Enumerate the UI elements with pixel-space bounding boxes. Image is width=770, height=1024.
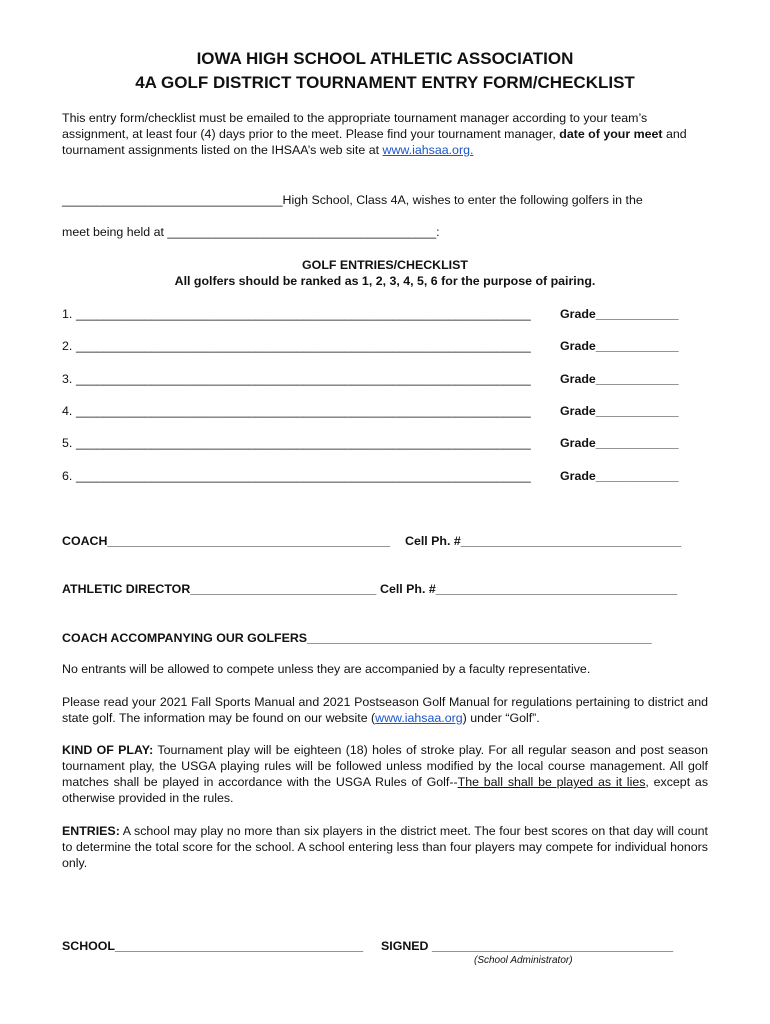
entries-text: A school may play no more than six players in the district meet. The four best scores on that day will count to determine the total score for the school. A school entering less than four players may compete for individual honors only. (62, 824, 708, 870)
grade-field: Grade____________ (560, 371, 679, 386)
kind-of-play-paragraph (62, 742, 708, 806)
golfer-name-line: __________________________________________________________________ (76, 403, 531, 418)
golfer-name-line: __________________________________________________________________ (76, 371, 531, 386)
golfer-entry-row (62, 468, 687, 484)
golfer-name-line: __________________________________________________________________ (76, 468, 531, 483)
grade-field: Grade____________ (560, 339, 679, 354)
play-as-it-lies-text: The ball shall be played as it lies (457, 775, 646, 789)
coach-cell-field: Cell Ph. #________________________________ (405, 534, 682, 548)
golfer-entry-row (62, 371, 687, 387)
golfer-entry-row (62, 306, 687, 322)
manual-text-start: Please read your 2021 Fall Sports Manual and 2021 Postseason Golf Manual for regulations pertaining to district and state golf. The information may be found on our website ( (62, 695, 708, 725)
entry-number: 5. (62, 436, 73, 451)
intro-bold-date: date of your meet (559, 127, 663, 141)
athletic-director-cell-field: Cell Ph. #___________________________________ (380, 582, 677, 596)
athletic-director-field: ATHLETIC DIRECTOR___________________________ (62, 582, 377, 596)
golfer-entry-row (62, 435, 687, 451)
golfer-entry-row (62, 403, 687, 419)
school-administrator-label: (School Administrator) (474, 955, 573, 966)
kind-of-play-text: Tournament play will be eighteen (18) holes of stroke play. For all regular season and post season tournament play, the USGA playing rules will be followed unless modified by the local course management. All golf matches shall be played in accordance with the USGA Rules of Golf-- (62, 743, 708, 789)
checklist-heading: GOLF ENTRIES/CHECKLIST (302, 258, 468, 272)
form-title-line1: IOWA HIGH SCHOOL ATHLETIC ASSOCIATION (196, 49, 574, 68)
school-entry-line: ________________________________High School, Class 4A, wishes to enter the following golfers in the (62, 193, 643, 207)
intro-text-start: This entry form/checklist must be emailed to the appropriate tournament manager according to your team’s assignment, at least four (4) days prior to the meet. Please find your tournament manager, (62, 111, 648, 141)
entries-label: ENTRIES: (62, 824, 120, 838)
intro-text-middle: and tournament assignments listed on the IHSAA’s web site at (62, 127, 687, 157)
grade-field: Grade____________ (560, 403, 679, 418)
grade-field: Grade____________ (560, 307, 679, 321)
no-entrants-note: No entrants will be allowed to compete unless they are accompanied by a faculty representative. (62, 662, 591, 676)
school-signature-field: SCHOOL____________________________________ (62, 939, 364, 953)
form-title-line2: 4A GOLF DISTRICT TOURNAMENT ENTRY FORM/CHECKLIST (135, 73, 635, 92)
entry-number: 6. (62, 468, 73, 483)
checklist-subheading: All golfers should be ranked as 1, 2, 3, 4, 5, 6 for the purpose of pairing. (174, 274, 596, 288)
golfer-name-line: __________________________________________________________________ (76, 436, 531, 451)
coach-field: COACH_________________________________________ (62, 534, 390, 548)
golfer-entry-row (62, 338, 687, 354)
manual-paragraph (62, 694, 708, 726)
meet-location-line: meet being held at _______________________________________: (62, 225, 440, 239)
intro-paragraph (62, 110, 708, 158)
golfer-name-line: __________________________________________________________________ (76, 307, 531, 321)
signed-field: SIGNED ___________________________________ (381, 939, 674, 953)
manual-text-end: ) under “Golf”. (462, 711, 540, 725)
entry-number: 3. (62, 371, 73, 386)
entry-number: 4. (62, 403, 73, 418)
website-link-manual[interactable]: www.iahsaa.org (375, 711, 463, 725)
entry-number: 2. (62, 339, 73, 354)
website-link[interactable]: www.iahsaa.org. (382, 143, 474, 157)
grade-field: Grade____________ (560, 468, 679, 483)
kind-of-play-text-end: , except as otherwise provided in the rules. (62, 775, 709, 805)
entries-paragraph (62, 823, 708, 871)
coach-accompanying-field: COACH ACCOMPANYING OUR GOLFERS__________________________________________________ (62, 631, 652, 645)
entry-number: 1. (62, 307, 73, 321)
grade-field: Grade____________ (560, 436, 679, 451)
kind-of-play-label: KIND OF PLAY: (62, 743, 154, 757)
golfer-name-line: __________________________________________________________________ (76, 339, 531, 354)
